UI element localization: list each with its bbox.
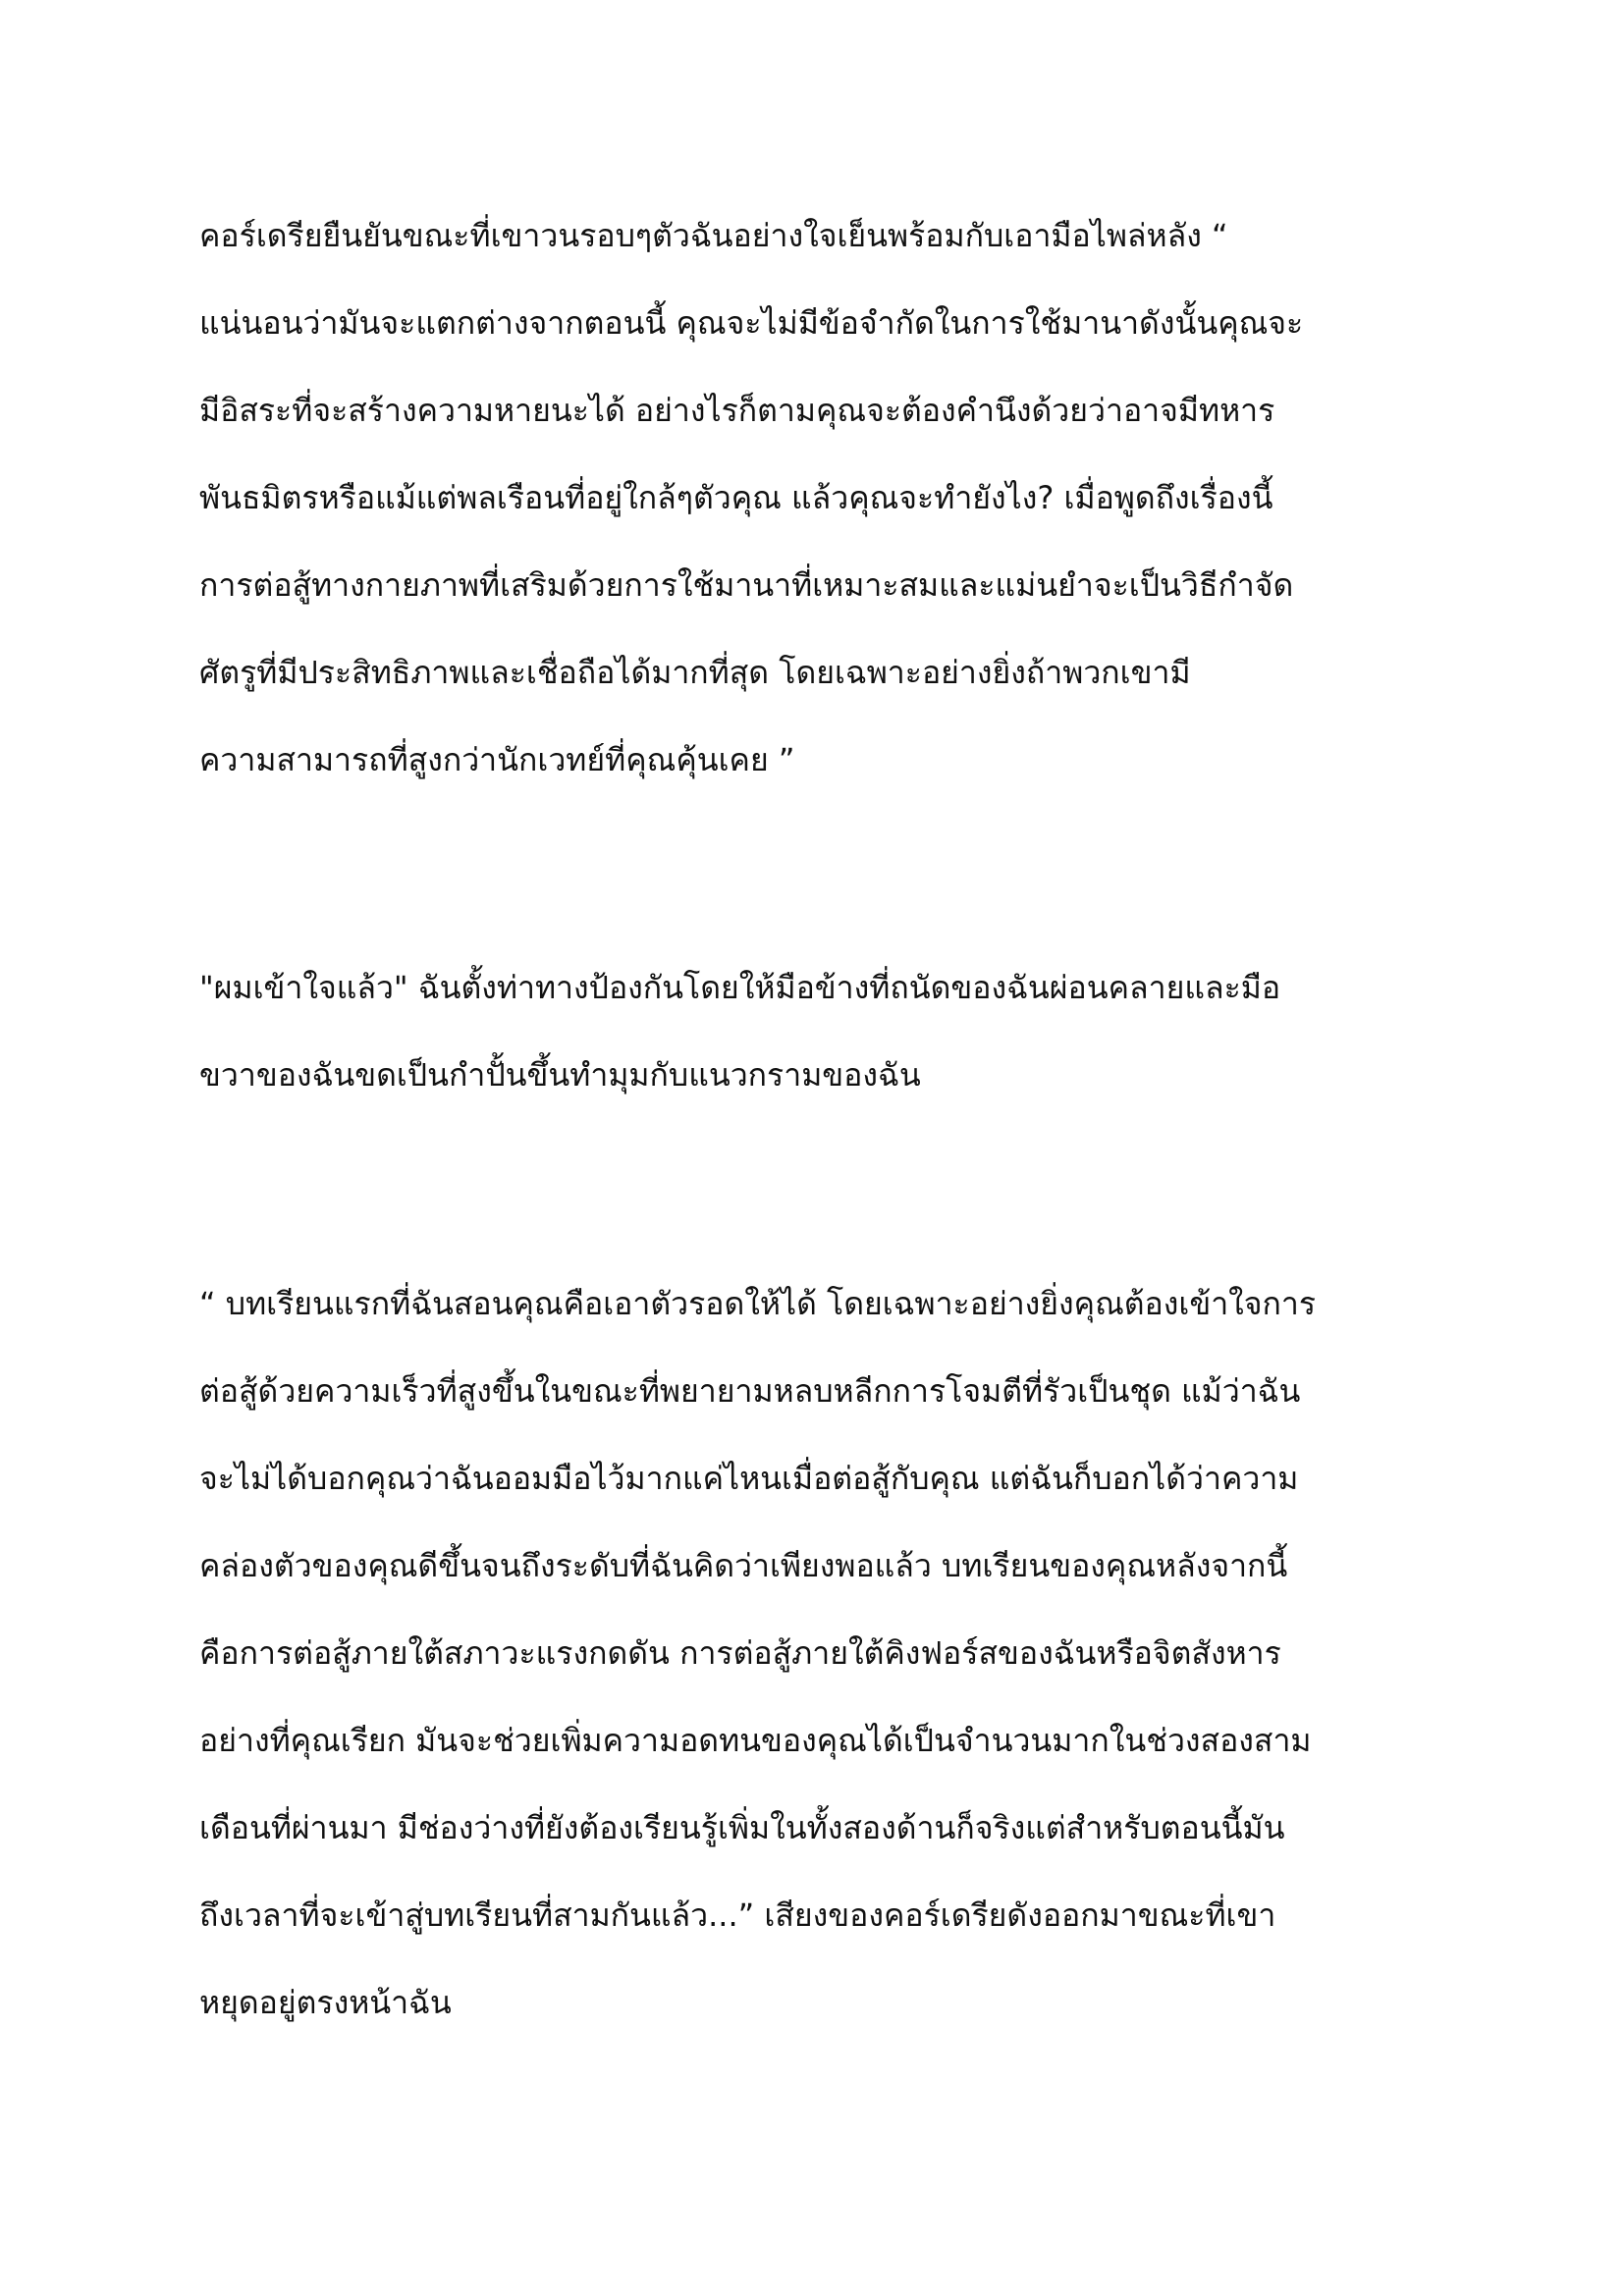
text-line: จะไม่ได้บอกคุณว่าฉันออมมือไว้มากแค่ไหนเมื่อต่อสู้กับคุณ แต่ฉันก็บอกได้ว่าความ <box>199 1460 1299 1497</box>
paragraph-3 <box>199 1260 1456 2047</box>
text-line: เดือนที่ผ่านมา มีช่องว่างที่ยังต้องเรียนรู้เพิ่มในทั้งสองด้านก็จริงแต่สำหรับตอนนี้มัน <box>199 1809 1285 1846</box>
text-line: ความสามารถที่สูงกว่านักเวทย์ที่คุณคุ้นเคย ” <box>199 741 795 778</box>
text-line: “ บทเรียนแรกที่ฉันสอนคุณคือเอาตัวรอดให้ได้ โดยเฉพาะอย่างยิ่งคุณต้องเข้าใจการ <box>199 1285 1317 1322</box>
text-line: คอร์เดรียยืนยันขณะที่เขาวนรอบๆตัวฉันอย่างใจเย็นพร้อมกับเอามือไพล่หลัง “ <box>199 217 1228 254</box>
paragraph-1 <box>199 192 1456 804</box>
text-line: ต่อสู้ด้วยความเร็วที่สูงขึ้นในขณะที่พยายามหลบหลีกการโจมตีที่รัวเป็นชุด แม้ว่าฉัน <box>199 1372 1301 1410</box>
text-line: มีอิสระที่จะสร้างความหายนะได้ อย่างไรก็ตามคุณจะต้องคำนึงด้วยว่าอาจมีทหาร <box>199 392 1275 429</box>
paragraph-2 <box>199 944 1456 1119</box>
text-line: แน่นอนว่ามันจะแตกต่างจากตอนนี้ คุณจะไม่มีข้อจำกัดในการใช้มานาดังนั้นคุณจะ <box>199 304 1304 342</box>
text-line: พันธมิตรหรือแม้แต่พลเรือนที่อยู่ใกล้ๆตัวคุณ แล้วคุณจะทำยังไง? เมื่อพูดถึงเรื่องนี้ <box>199 479 1273 516</box>
text-line: "ผมเข้าใจแล้ว" ฉันตั้งท่าทางป้องกันโดยให้มือข้างที่ถนัดของฉันผ่อนคลายและมือ <box>199 969 1281 1006</box>
text-line: คล่องตัวของคุณดีขึ้นจนถึงระดับที่ฉันคิดว่าเพียงพอแล้ว บทเรียนของคุณหลังจากนี้ <box>199 1547 1288 1584</box>
text-line: หยุดอยู่ตรงหน้าฉัน <box>199 1984 452 2021</box>
text-line: อย่างที่คุณเรียก มันจะช่วยเพิ่มความอดทนของคุณได้เป็นจำนวนมากในช่วงสองสาม <box>199 1722 1312 1759</box>
text-line: ขวาของฉันขดเป็นกำปั้นขึ้นทำมุมกับแนวกรามของฉัน <box>199 1056 921 1094</box>
text-line: คือการต่อสู้ภายใต้สภาวะแรงกดดัน การต่อสู้ภายใต้คิงฟอร์สของฉันหรือจิตสังหาร <box>199 1634 1281 1672</box>
text-line: ศัตรูที่มีประสิทธิภาพและเชื่อถือได้มากที่สุด โดยเฉพาะอย่างยิ่งถ้าพวกเขามี <box>199 654 1191 691</box>
text-line: การต่อสู้ทางกายภาพที่เสริมด้วยการใช้มานาที่เหมาะสมและแม่นยำจะเป็นวิธีกำจัด <box>199 566 1294 604</box>
text-line: ถึงเวลาที่จะเข้าสู่บทเรียนที่สามกันแล้ว...” เสียงของคอร์เดรียดังออกมาขณะที่เขา <box>199 1896 1276 1934</box>
